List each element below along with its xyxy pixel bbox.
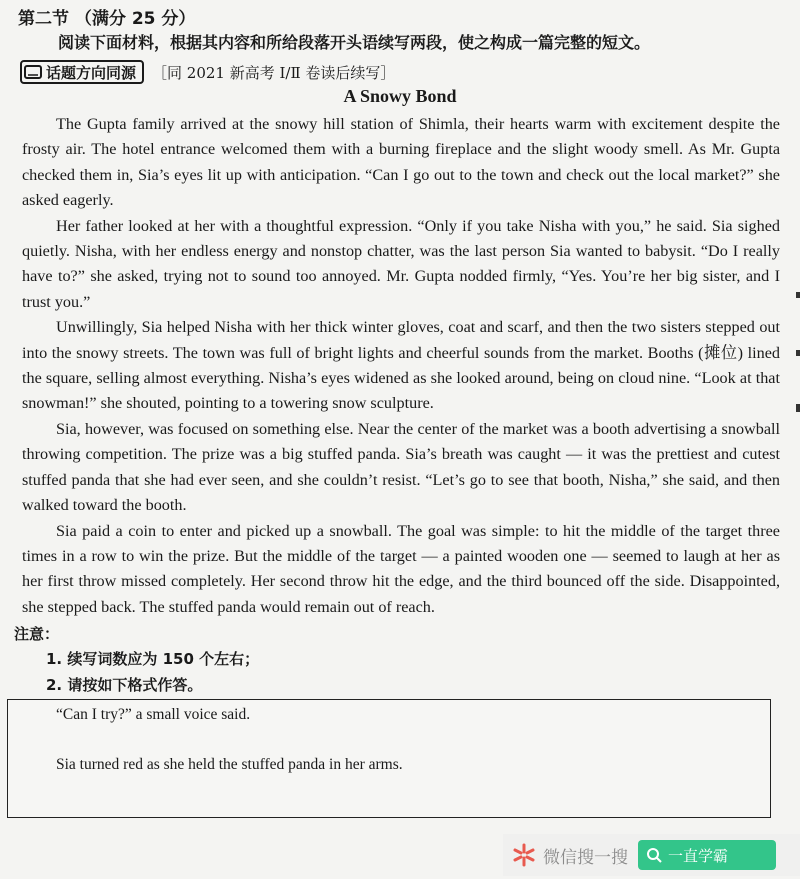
- topic-label-box: [20, 60, 144, 84]
- paragraph: Her father looked at her with a thoughtful expression. “Only if you take Nisha with you,” he said. Sia sighed quietly. Nisha, with her endless energy and nonstop chatter, was the last person Sia wanted to babysit. “Do I really have to?” she asked, trying not to sound too annoyed. Mr. Gupta nodded firmly, “Yes. You’re her big sister, and I trust you.”: [22, 216, 780, 311]
- edge-mark: [796, 292, 800, 298]
- search-button[interactable]: [638, 840, 776, 870]
- search-button-label: 一直学霸: [668, 846, 729, 865]
- wechat-search-logo-icon: [511, 842, 537, 868]
- answer-opening-line-1: “Can I try?” a small voice said.: [56, 706, 251, 723]
- notes-label: 注意：: [14, 625, 60, 643]
- note-item: 2. 请按如下格式作答。: [46, 676, 203, 694]
- paragraph: Sia, however, was focused on something else. Near the center of the market was a booth advertising a snowball throwing competition. The prize was a big stuffed panda. Sia’s breath was caught — it was the prettiest and cutest stuffed panda that she had ever seen, and she couldn’t resist. “Let’s go to see that booth, Nisha,” she said, and then walked toward the booth.: [22, 419, 780, 515]
- note-item: 1. 续写词数应为 150 个左右；: [46, 650, 260, 668]
- search-icon: [646, 847, 662, 863]
- task-instruction: 阅读下面材料，根据其内容和所给段落开头语续写两段，使之构成一篇完整的短文。: [58, 33, 651, 52]
- watermark-text: 微信搜一搜: [543, 847, 628, 868]
- watermark: [503, 834, 800, 876]
- edge-mark: [796, 350, 800, 356]
- paragraph: Sia paid a coin to enter and picked up a snowball. The goal was simple: to hit the middle of the target three times in a row to win the prize. But the middle of the target — a painted wooden one — seemed to laugh at her as her first throw missed completely. Her second throw hit the edge, and the third bounced off the side. Disappointed, she stepped back. The stuffed panda would remain out of reach.: [22, 521, 780, 616]
- source-tag: ［同 2021 新高考 Ⅰ/Ⅱ 卷读后续写］: [152, 63, 396, 82]
- section-heading: 第二节 （满分 25 分）: [18, 9, 196, 29]
- book-icon: [24, 65, 42, 79]
- passage-title: A Snowy Bond: [343, 86, 457, 106]
- paragraph: The Gupta family arrived at the snowy hill station of Shimla, their hearts warm with excitement despite the frosty air. The hotel entrance welcomed them with a burning fireplace and the slight woody smell. As Mr. Gupta checked them in, Sia’s eyes lit up with anticipation. “Can I go out to the town and check out the local market?” she asked eagerly.: [22, 115, 780, 210]
- edge-mark: [796, 404, 800, 412]
- answer-opening-line-2: Sia turned red as she held the stuffed panda in her arms.: [56, 756, 403, 773]
- answer-box[interactable]: [7, 699, 771, 818]
- topic-row: [20, 60, 395, 84]
- topic-label: 话题方向同源: [46, 63, 137, 82]
- paragraph: Unwillingly, Sia helped Nisha with her thick winter gloves, coat and scarf, and then the two sisters stepped out into the snowy streets. The town was full of bright lights and cheerful sounds from the market. Booths (摊位) lined the square, selling almost everything. Nisha’s eyes widened as she looked around, being on cloud nine. “Look at that snowman!” she shouted, pointing to a towering snow sculpture.: [22, 318, 780, 413]
- passage-body: [22, 112, 780, 620]
